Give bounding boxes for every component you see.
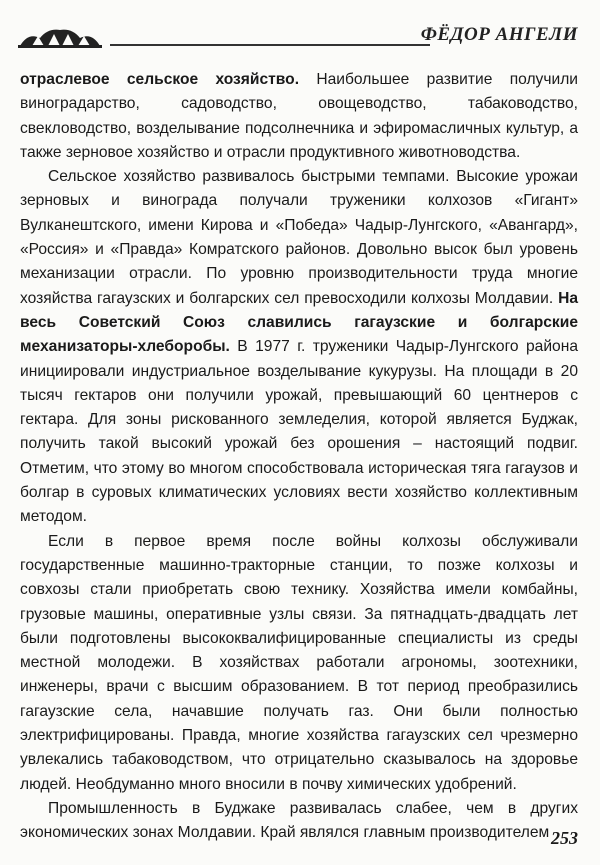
header-rule xyxy=(110,44,430,46)
paragraph-2-part2: В 1977 г. труженики Чадыр-Лунгского района инициировали индустриальное возделывание кукурузы. На площади в 20 тысяч гектаров они получили урожай, превышающий 60 центнеров с гектара. Для зоны рискованного земледелия, которой является Буджак, получить такой высокий урожай без орошения – настоящий подвиг. Отметим, что этому во многом способствовала историческая тяга гагаузов и болгар в суровых климатических условиях вести хозяйство коллективным методом. xyxy=(20,338,578,526)
author-name: ФЁДОР АНГЕЛИ xyxy=(420,24,578,45)
running-header xyxy=(18,22,578,52)
paragraph-2-part1: Сельское хозяйство развивалось быстрыми темпами. Высокие урожаи зерновых и винограда получали труженики колхозов «Гигант» Вулканештского, имени Кирова и «Победа» Чадыр-Лунгского, «Авангард», «Россия» и «Правда» Комратского районов. Довольно высок был уровень механизации отрасли. По уровню производительности труда многие хозяйства гагаузских и болгарских сел превосходили колхозы Молдавии. xyxy=(20,168,578,307)
paragraph-2-bold: На весь Советский Союз славились гагаузские и болгарские механизаторы-хлеборобы. xyxy=(20,289,578,356)
paragraph-3: Если в первое время после войны колхозы обслуживали государственные машинно-тракторные станции, то позже колхозы и совхозы стали приобретать свою технику. Хозяйства имели комбайны, грузовые машины, оперативные узлы связи. За пятнадцать-двадцать лет были подготовлены высококвалифицированные специалисты из среды местной молодежи. В хозяйствах работали агрономы, зоотехники, инженеры, врачи с высшим образованием. В тот период преобразились гагаузские села, начавшие получать газ. Они были полностью электрифицированы. Правда, многие хозяйства гагаузских сел чрезмерно увлекались табаководством, что отрицательно сказывалось на здоровье людей. Необдуманно много вносили в почву химических удобрений. xyxy=(20,532,578,793)
paragraph-2 xyxy=(20,165,578,529)
paragraph-1-rest: Наибольшее развитие получили виноградарство, садоводство, овощеводство, табаководство, свекловодство, возделывание подсолнечника и эфиромасличных культур, а также зерновое хозяйство и отрасли продуктивного животноводства. xyxy=(20,71,579,161)
bold-lead: отраслевое сельское хозяйство. xyxy=(20,71,300,88)
body-text xyxy=(20,68,578,846)
paragraph-4: Промышленность в Буджаке развивалась слабее, чем в других экономических зонах Молдавии. Край являлся главным производителем xyxy=(20,799,578,842)
page-number: 253 xyxy=(551,828,578,848)
ornament-icon xyxy=(18,26,102,48)
paragraph-1 xyxy=(20,68,578,165)
